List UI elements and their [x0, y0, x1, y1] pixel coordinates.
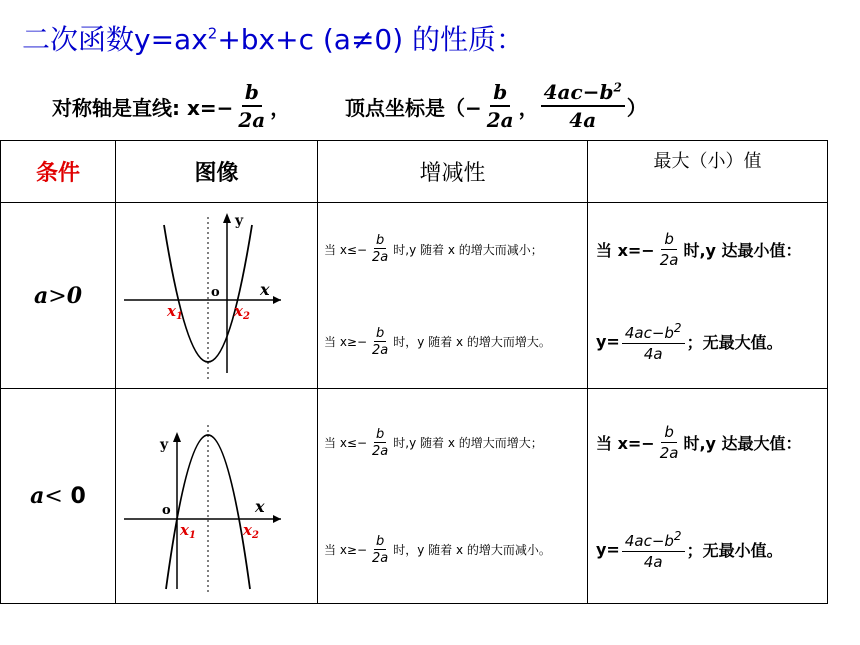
extremum-cell [588, 203, 828, 389]
axis-fraction: $\frac{b}{2a}$ [238, 80, 266, 132]
monotonicity-cell [318, 389, 588, 604]
header-condition: 条件 [1, 141, 116, 203]
svg-text:o: o [211, 285, 220, 300]
parabola-up-graph [116, 203, 316, 384]
condition-cell: a>0 [1, 203, 116, 389]
extremum-statement-1: 当 x=− $\frac{b}{2a}$ 时,y 达最小值： [596, 229, 802, 269]
monotonicity-cell [318, 203, 588, 389]
monotonicity-statement-1: 当 x≤− $\frac{b}{2a}$ 时,y 随着 x 的增大而增大； [324, 426, 543, 459]
root-label-x1: $x_1$ [167, 302, 183, 322]
extremum-statement-2: y= $\frac{4ac-b^2}{4a}$ ；无最小值。 [596, 528, 783, 571]
monotonicity-statement-1: 当 x≤− $\frac{b}{2a}$ 时,y 随着 x 的增大而减小； [324, 233, 543, 266]
table-header-row [1, 141, 828, 203]
monotonicity-statement-2: 当 x≥− $\frac{b}{2a}$ 时，y 随着 x 的增大而减小。 [324, 533, 551, 566]
table-row [1, 389, 828, 604]
parabola-down-graph [116, 389, 316, 599]
vertex-formula: 顶点坐标是（− $\frac{b}{2a}$ ， $\frac{4ac-b^2}{4a}$ ） [345, 80, 647, 132]
condition-cell: a< 0 [1, 389, 116, 604]
extremum-statement-2: y= $\frac{4ac-b^2}{4a}$ ；无最大值。 [596, 320, 783, 363]
properties-table [0, 140, 828, 604]
monotonicity-statement-2: 当 x≥− $\frac{b}{2a}$ 时，y 随着 x 的增大而增大。 [324, 325, 551, 358]
extremum-statement-1: 当 x=− $\frac{b}{2a}$ 时,y 达最大值： [596, 423, 802, 462]
root-label-x2: $x_2$ [243, 521, 259, 541]
root-label-x1: $x_1$ [180, 521, 196, 541]
axis-of-symmetry-formula: 对称轴是直线: x=− $\frac{b}{2a}$ ， [52, 80, 291, 132]
header-monotonicity: 增减性 [318, 141, 588, 203]
svg-text:x: x [255, 497, 265, 516]
vertex-x-fraction: $\frac{b}{2a}$ [486, 80, 514, 132]
page-title: 二次函数$y=ax^2+bx+c$ (a≠0) 的性质： [22, 23, 525, 56]
vertex-y-fraction: $\frac{4ac-b^2}{4a}$ [541, 80, 625, 132]
svg-text:y: y [235, 213, 244, 229]
root-label-x2: $x_2$ [234, 302, 250, 322]
svg-text:x: x [260, 280, 270, 299]
svg-text:y: y [160, 437, 169, 453]
graph-cell [116, 389, 318, 604]
extremum-cell [588, 389, 828, 604]
svg-text:o: o [162, 503, 171, 518]
table-row [1, 203, 828, 389]
graph-cell [116, 203, 318, 389]
header-graph: 图像 [116, 141, 318, 203]
header-extremum: 最大（小）值 [588, 141, 828, 203]
